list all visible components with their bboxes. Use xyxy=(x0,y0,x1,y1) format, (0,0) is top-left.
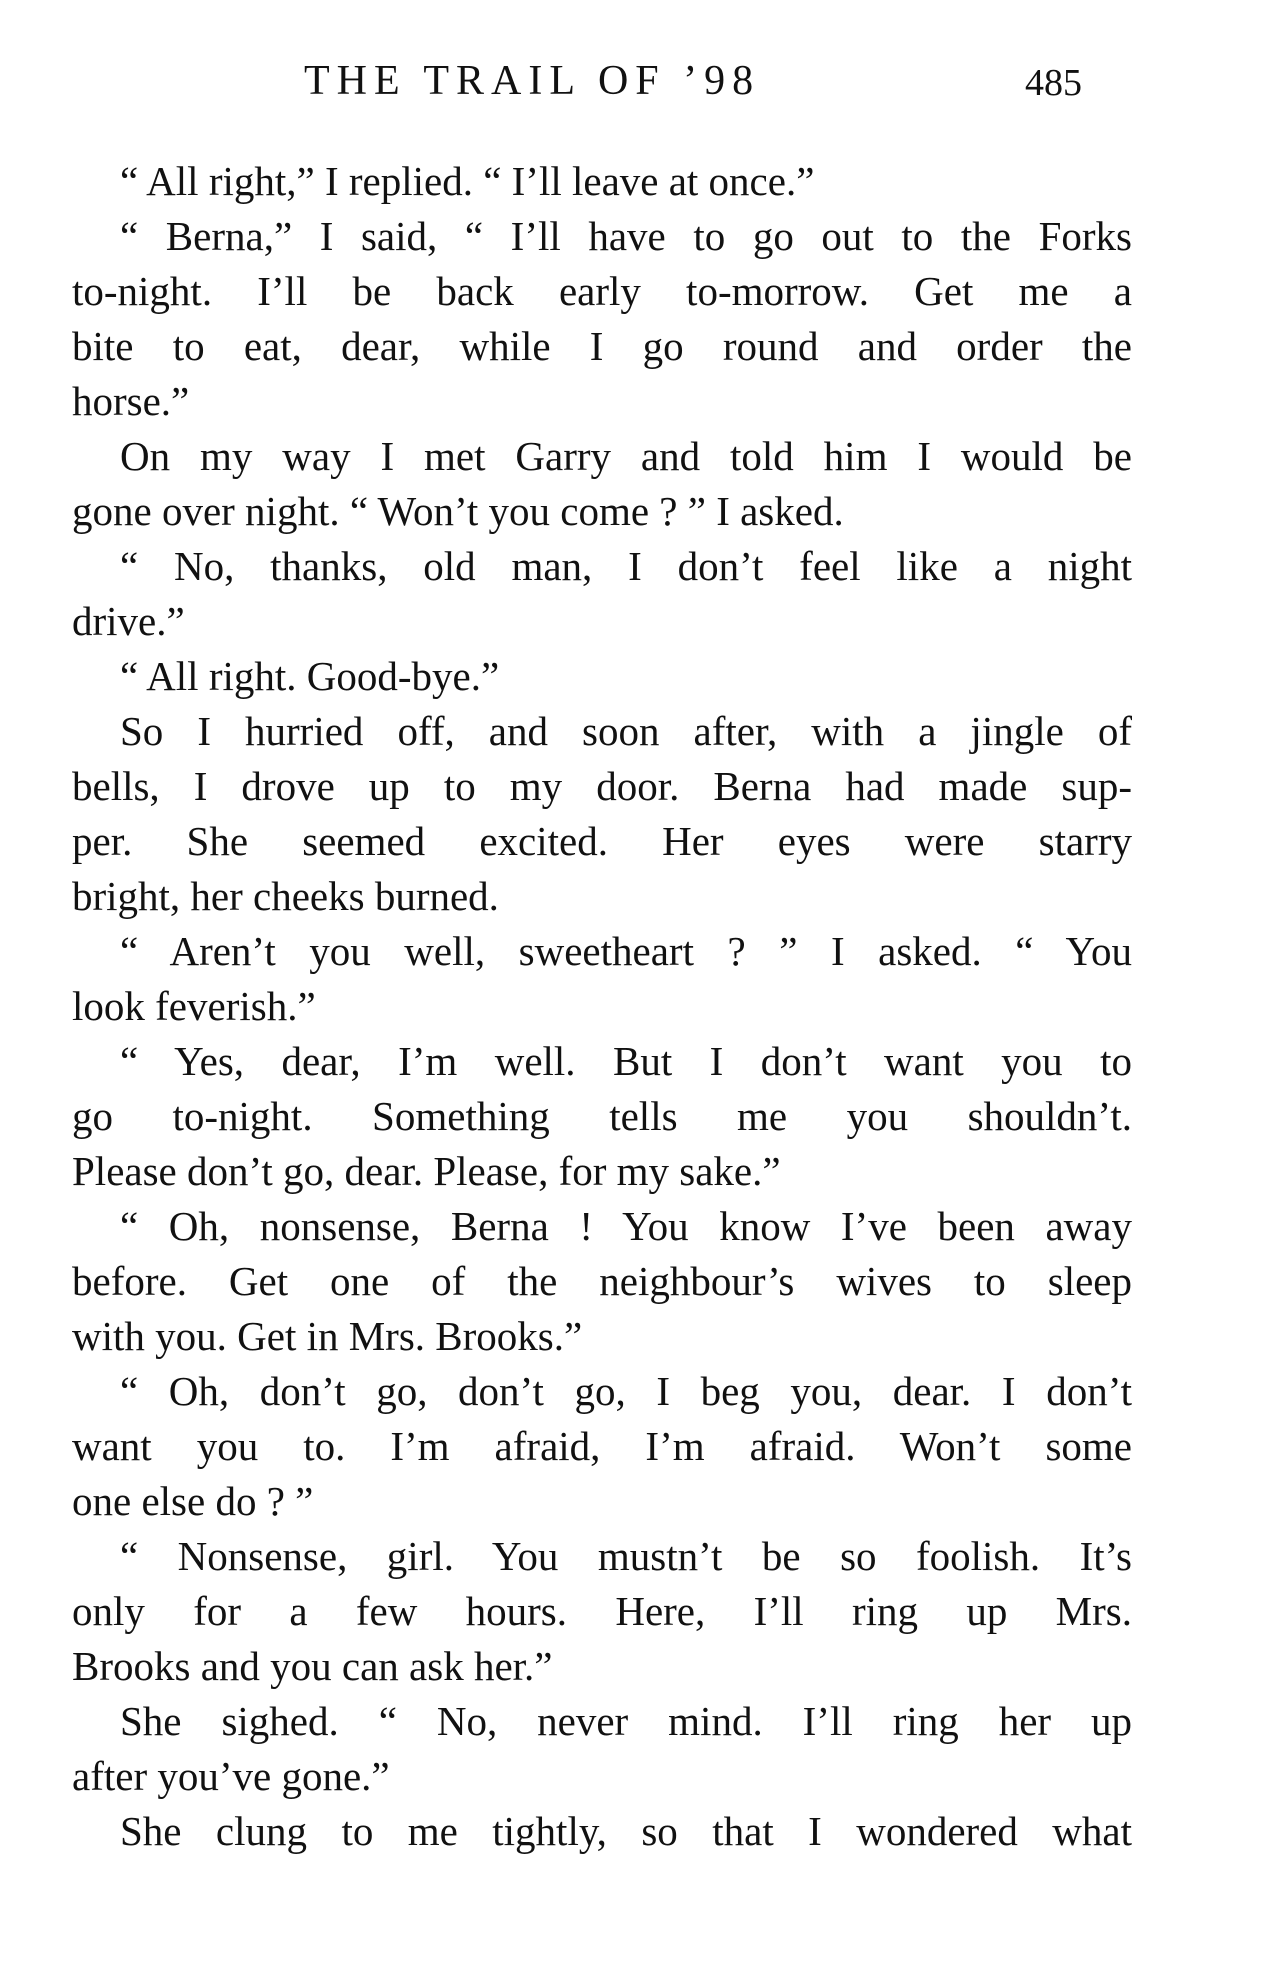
page-header xyxy=(72,50,1132,130)
text-line: only for a few hours. Here, I’ll ring up Mrs. xyxy=(72,1588,1132,1634)
page-number: 485 xyxy=(1025,62,1082,104)
running-title: THE TRAIL OF ’98 xyxy=(304,58,761,104)
text-line: “ Berna,” I said, “ I’ll have to go out to the Forks xyxy=(120,213,1132,259)
text-line: per. She seemed excited. Her eyes were starry xyxy=(72,818,1132,864)
text-line: “ All right. Good-bye.” xyxy=(120,653,500,699)
text-line: “ Aren’t you well, sweetheart ? ” I asked. “ You xyxy=(120,928,1132,974)
text-line: “ Oh, don’t go, don’t go, I beg you, dear. I don’t xyxy=(120,1368,1132,1414)
text-line: bite to eat, dear, while I go round and order the xyxy=(72,323,1132,369)
text-line: horse.” xyxy=(72,378,190,424)
body-text xyxy=(72,154,1132,1859)
text-line: So I hurried off, and soon after, with a jingle of xyxy=(120,708,1132,754)
text-line: “ Nonsense, girl. You mustn’t be so foolish. It’s xyxy=(120,1533,1132,1579)
text-line: after you’ve gone.” xyxy=(72,1753,390,1799)
text-line: before. Get one of the neighbour’s wives to sleep xyxy=(72,1258,1132,1304)
text-line: “ Yes, dear, I’m well. But I don’t want you to xyxy=(120,1038,1132,1084)
text-line: Brooks and you can ask her.” xyxy=(72,1643,553,1689)
text-line: want you to. I’m afraid, I’m afraid. Won’t some xyxy=(72,1423,1132,1469)
text-line: one else do ? ” xyxy=(72,1478,314,1524)
text-line: On my way I met Garry and told him I would be xyxy=(120,433,1132,479)
text-line: gone over night. “ Won’t you come ? ” I asked. xyxy=(72,488,844,534)
text-line: She sighed. “ No, never mind. I’ll ring her up xyxy=(120,1698,1132,1744)
text-line: She clung to me tightly, so that I wondered what xyxy=(120,1808,1132,1854)
text-line: “ All right,” I replied. “ I’ll leave at once.” xyxy=(120,158,815,204)
text-line: with you. Get in Mrs. Brooks.” xyxy=(72,1313,583,1359)
text-line: go to-night. Something tells me you shouldn’t. xyxy=(72,1093,1132,1139)
text-line: bright, her cheeks burned. xyxy=(72,873,499,919)
text-line: “ Oh, nonsense, Berna ! You know I’ve been away xyxy=(120,1203,1132,1249)
text-line: drive.” xyxy=(72,598,185,644)
text-line: Please don’t go, dear. Please, for my sake.” xyxy=(72,1148,781,1194)
text-line: look feverish.” xyxy=(72,983,316,1029)
text-line: to-night. I’ll be back early to-morrow. Get me a xyxy=(72,268,1132,314)
text-line: “ No, thanks, old man, I don’t feel like a night xyxy=(120,543,1132,589)
book-page xyxy=(72,50,1132,1930)
text-line: bells, I drove up to my door. Berna had made sup- xyxy=(72,763,1132,809)
